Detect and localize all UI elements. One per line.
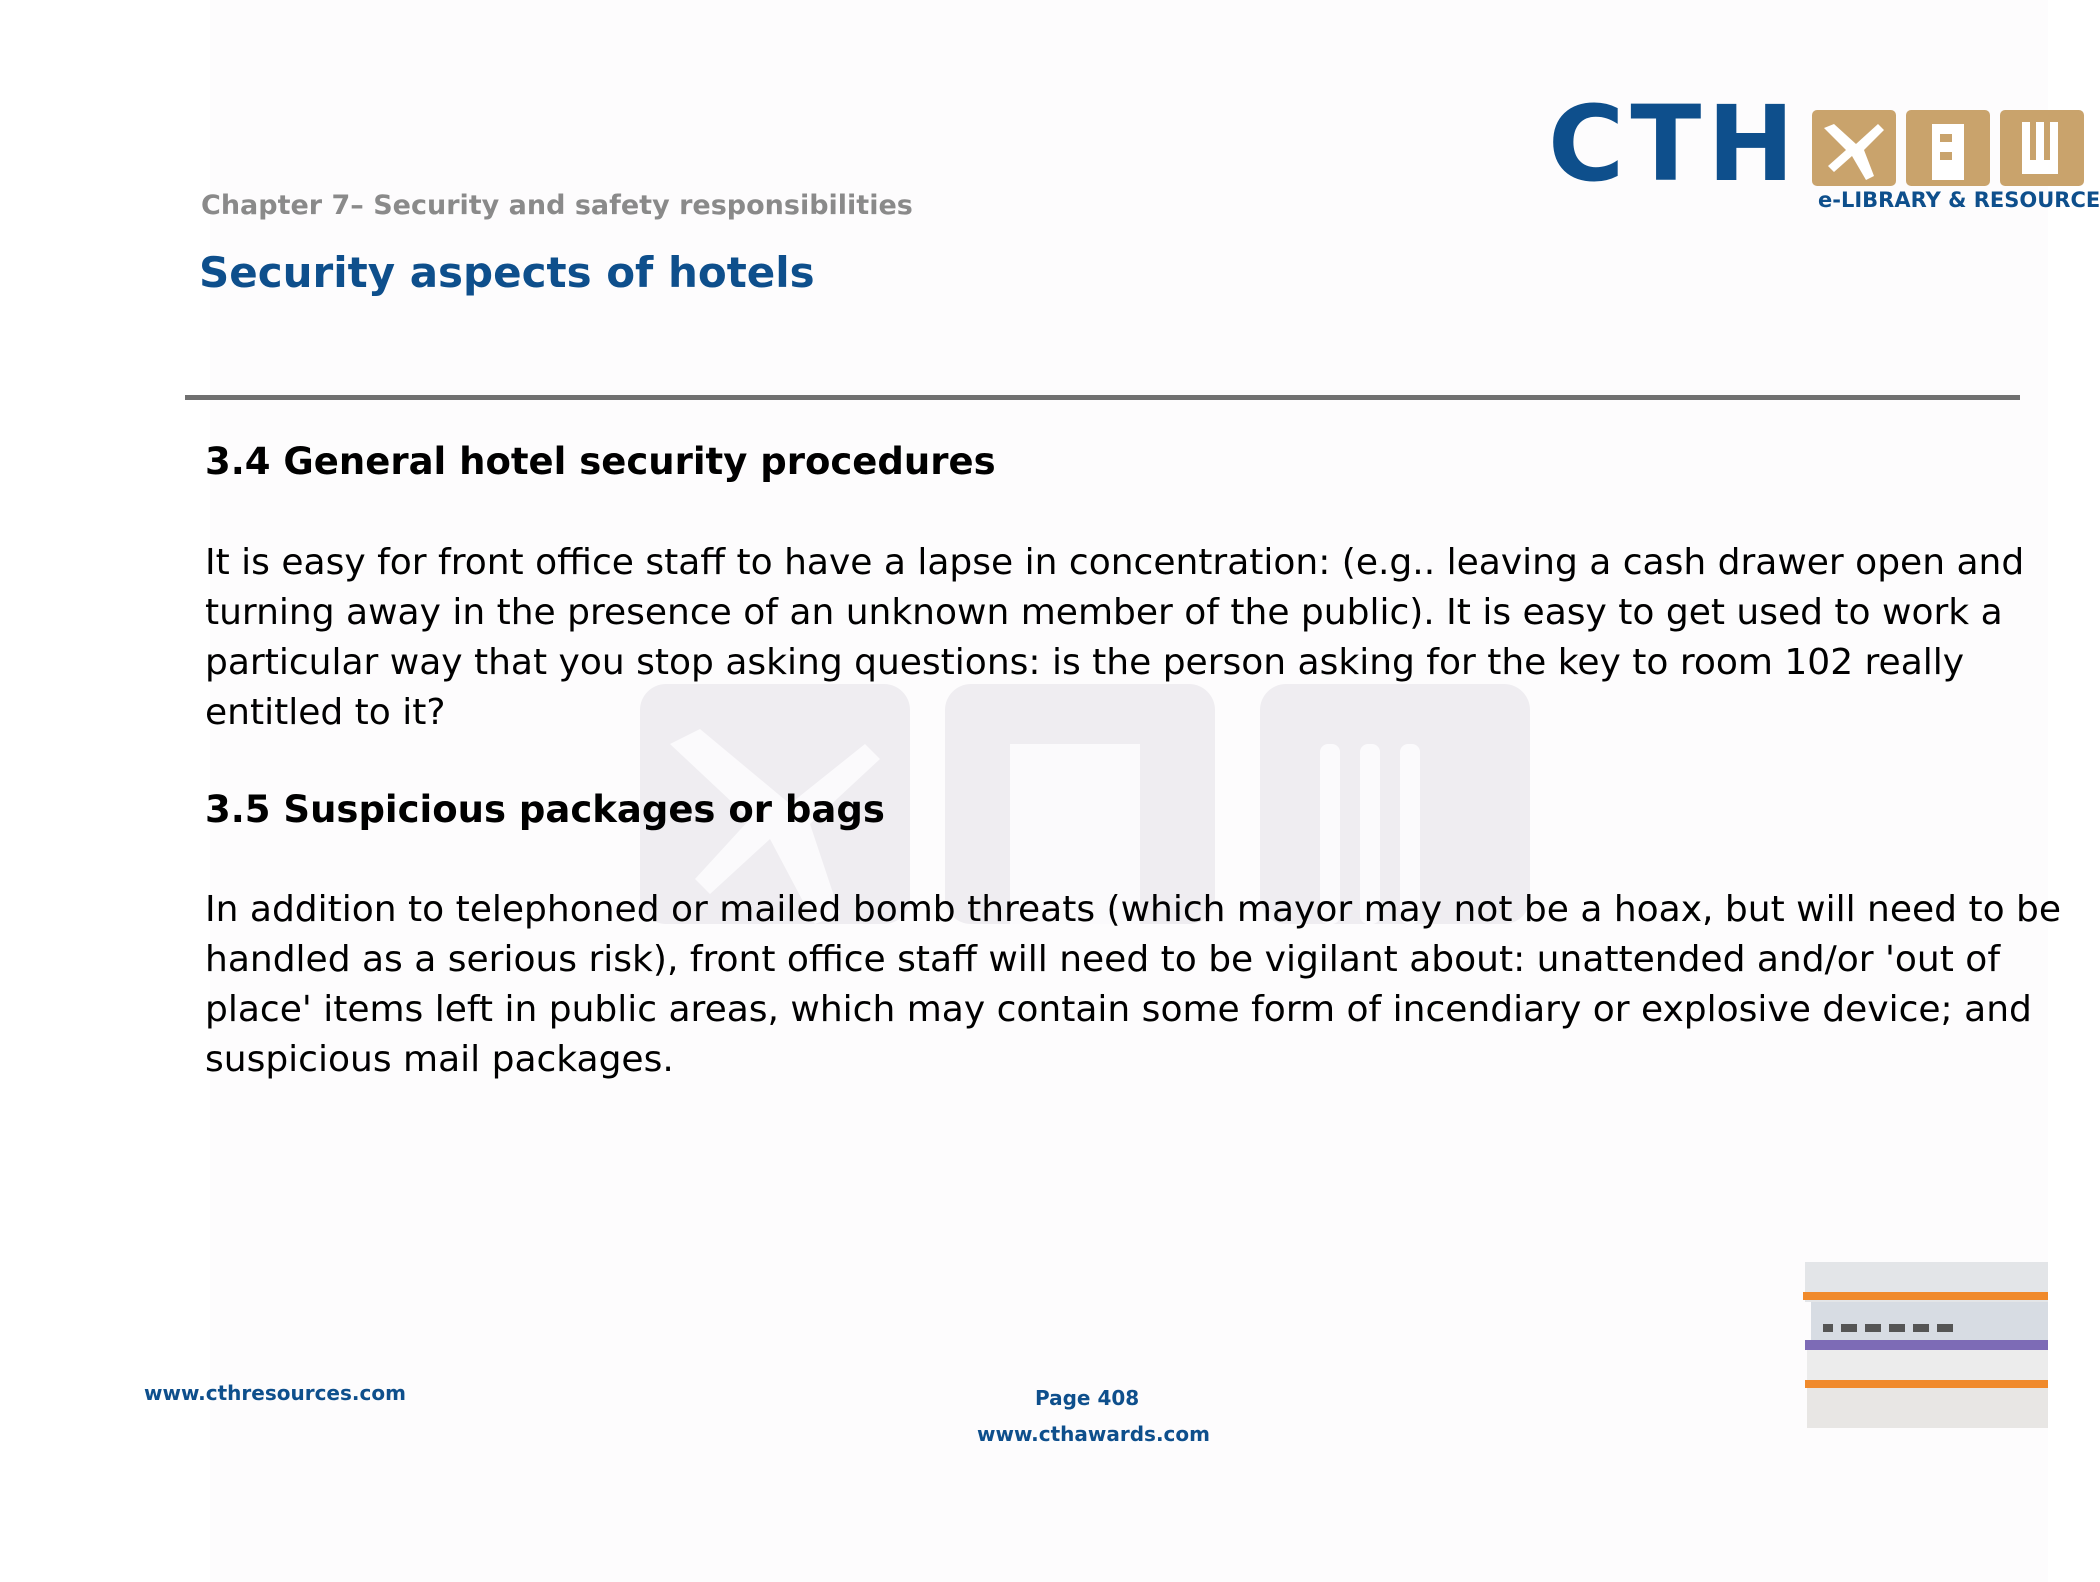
section-heading: 3.4 General hotel security procedures xyxy=(205,440,996,483)
paragraph-line: It is easy for front office staff to have a lapse in concentration: (e.g.. leaving a cash drawer open and xyxy=(205,542,2025,583)
paragraph-line: turning away in the presence of an unknown member of the public). It is easy to get used to work a xyxy=(205,592,2003,633)
chapter-title: Chapter 7– Security and safety responsibilities xyxy=(201,190,913,221)
books-icon xyxy=(1803,1262,2048,1432)
brand-letters: CTH xyxy=(1548,83,1801,205)
page-title: Security aspects of hotels xyxy=(199,248,815,297)
section-paragraph xyxy=(205,885,2062,1085)
cth-logo xyxy=(1548,83,2100,220)
footer-left-link[interactable]: www.cthresources.com xyxy=(144,1381,406,1405)
paragraph-line: particular way that you stop asking questions: is the person asking for the key to room 102 really xyxy=(205,642,1965,683)
paragraph-line: suspicious mail packages. xyxy=(205,1039,674,1080)
brand-subtitle: e-LIBRARY & RESOURCE xyxy=(1818,188,2100,212)
section-heading: 3.5 Suspicious packages or bags xyxy=(205,788,885,831)
paragraph-line: handled as a serious risk), front office staff will need to be vigilant about: unattended and/or 'out of xyxy=(205,939,2000,980)
footer-center-link[interactable]: www.cthawards.com xyxy=(977,1422,1210,1446)
section-paragraph xyxy=(205,538,2025,738)
paragraph-line: In addition to telephoned or mailed bomb threats (which mayor may not be a hoax, but will need to be xyxy=(205,889,2062,930)
hotel-icon xyxy=(1906,110,1990,186)
airplane-icon xyxy=(1812,110,1896,186)
paragraph-line: entitled to it? xyxy=(205,692,446,733)
page-number: Page 408 xyxy=(1035,1386,1140,1410)
paragraph-line: place' items left in public areas, which may contain some form of incendiary or explosive device; and xyxy=(205,989,2032,1030)
header-divider xyxy=(185,395,2020,400)
fork-icon xyxy=(2000,110,2084,186)
